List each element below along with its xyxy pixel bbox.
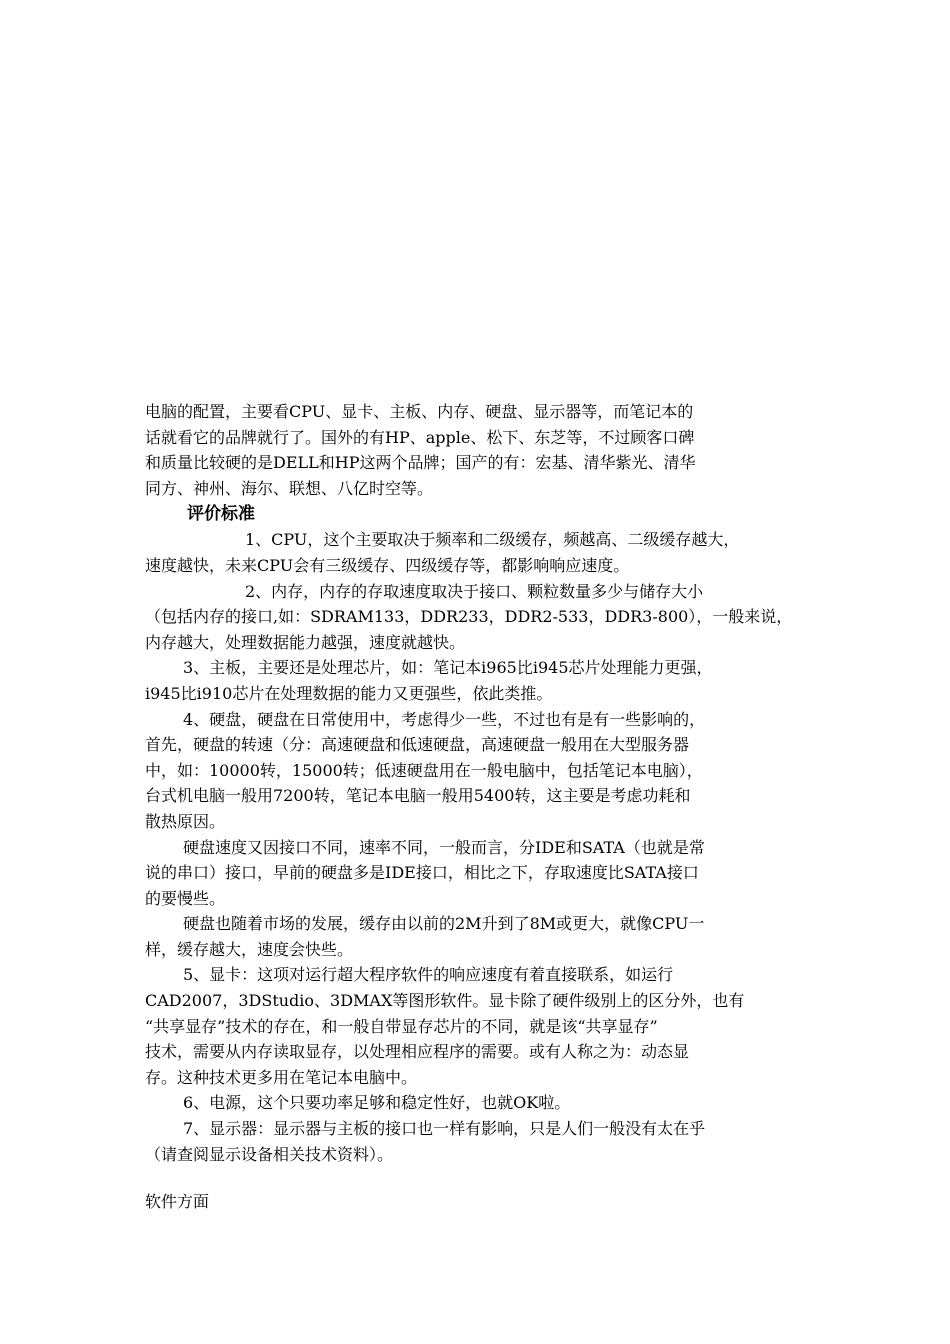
paragraph-line: 内存越大，处理数据能力越强，速度就越快。 bbox=[145, 632, 466, 652]
intro-line: 和质量比较硬的是DELL和HP这两个品牌；国产的有：宏基、清华紫光、清华 bbox=[145, 453, 696, 473]
paragraph-line: 样，缓存越大，速度会快些。 bbox=[145, 939, 354, 959]
section-heading: 评价标准 bbox=[187, 504, 255, 525]
spacer bbox=[145, 1167, 800, 1189]
paragraph-line: （请查阅显示设备相关技术资料）。 bbox=[145, 1144, 394, 1164]
paragraph-cpu bbox=[145, 527, 800, 578]
paragraph-line: 技术，需要从内存读取显存，以处理相应程序的需要。或有人称之为：动态显 bbox=[145, 1042, 690, 1062]
paragraph-power bbox=[145, 1090, 800, 1116]
paragraph-line: CAD2007，3DStudio、3DMAX等图形软件。显卡除了硬件级别上的区分外，也有 bbox=[145, 991, 745, 1011]
paragraph-graphics-card bbox=[145, 962, 800, 1090]
intro-line: 电脑的配置，主要看CPU、显卡、主板、内存、硬盘、显示器等，而笔记本的 bbox=[145, 402, 694, 421]
paragraph-line: 4、硬盘，硬盘在日常使用中，考虑得少一些，不过也有是有一些影响的， bbox=[183, 709, 706, 729]
paragraph-line: 存。这种技术更多用在笔记本电脑中。 bbox=[145, 1067, 418, 1087]
paragraph-line: 首先，硬盘的转速（分：高速硬盘和低速硬盘，高速硬盘一般用在大型服务器 bbox=[145, 735, 690, 755]
paragraph-line: 3、主板，主要还是处理芯片，如：笔记本i965比i945芯片处理能力更强， bbox=[183, 658, 713, 678]
paragraph-line: 硬盘速度又因接口不同，速率不同，一般而言，分IDE和SATA（也就是常 bbox=[183, 837, 705, 857]
paragraph-motherboard bbox=[145, 655, 800, 706]
paragraph-harddisk bbox=[145, 707, 800, 835]
software-heading: 软件方面 bbox=[145, 1192, 210, 1212]
paragraph-monitor bbox=[145, 1116, 800, 1167]
paragraph-line: 说的串口）接口，早前的硬盘多是IDE接口，相比之下，存取速度比SATA接口 bbox=[145, 863, 699, 883]
paragraph-line: 的要慢些。 bbox=[145, 888, 226, 908]
paragraph-line: （包括内存的接口,如：SDRAM133，DDR233，DDR2-533，DDR3-800），一般来说， bbox=[145, 607, 793, 627]
paragraph-line: 5、显卡：这项对运行超大程序软件的响应速度有着直接联系，如运行 bbox=[183, 965, 674, 985]
paragraph-memory bbox=[145, 579, 800, 656]
paragraph-line: i945比i910芯片在处理数据的能力又更强些，依此类推。 bbox=[145, 683, 553, 703]
paragraph-line: 中，如：10000转，15000转；低速硬盘用在一般电脑中，包括笔记本电脑）， bbox=[145, 760, 703, 780]
paragraph-line: 6、电源，这个只要功率足够和稳定性好，也就OK啦。 bbox=[183, 1093, 571, 1113]
document-body bbox=[145, 399, 800, 1215]
paragraph-harddisk-cache bbox=[145, 911, 800, 962]
paragraph-line: “共享显存”技术的存在，和一般自带显存芯片的不同，就是该“共享显存” bbox=[145, 1016, 658, 1036]
paragraph-line: 2、内存，内存的存取速度取决于接口、颗粒数量多少与储存大小 bbox=[245, 581, 704, 601]
intro-line: 同方、神州、海尔、联想、八亿时空等。 bbox=[145, 478, 434, 498]
paragraph-line: 1、CPU，这个主要取决于频率和二级缓存，频越高、二级缓存越大， bbox=[245, 530, 740, 550]
intro-paragraph bbox=[145, 399, 800, 501]
paragraph-line: 7、显示器：显示器与主板的接口也一样有影响，只是人们一般没有太在乎 bbox=[183, 1119, 706, 1139]
intro-line: 话就看它的品牌就行了。国外的有HP、apple、松下、东芝等，不过顾客口碑 bbox=[145, 427, 695, 447]
paragraph-line: 速度越快，未来CPU会有三级缓存、四级缓存等，都影响响应速度。 bbox=[145, 555, 630, 575]
paragraph-line: 硬盘也随着市场的发展，缓存由以前的2M升到了8M或更大，就像CPU一 bbox=[183, 914, 705, 934]
paragraph-line: 台式机电脑一般用7200转，笔记本电脑一般用5400转，这主要是考虑功耗和 bbox=[145, 786, 691, 806]
paragraph-harddisk-interface bbox=[145, 835, 800, 912]
paragraph-line: 散热原因。 bbox=[145, 811, 226, 831]
